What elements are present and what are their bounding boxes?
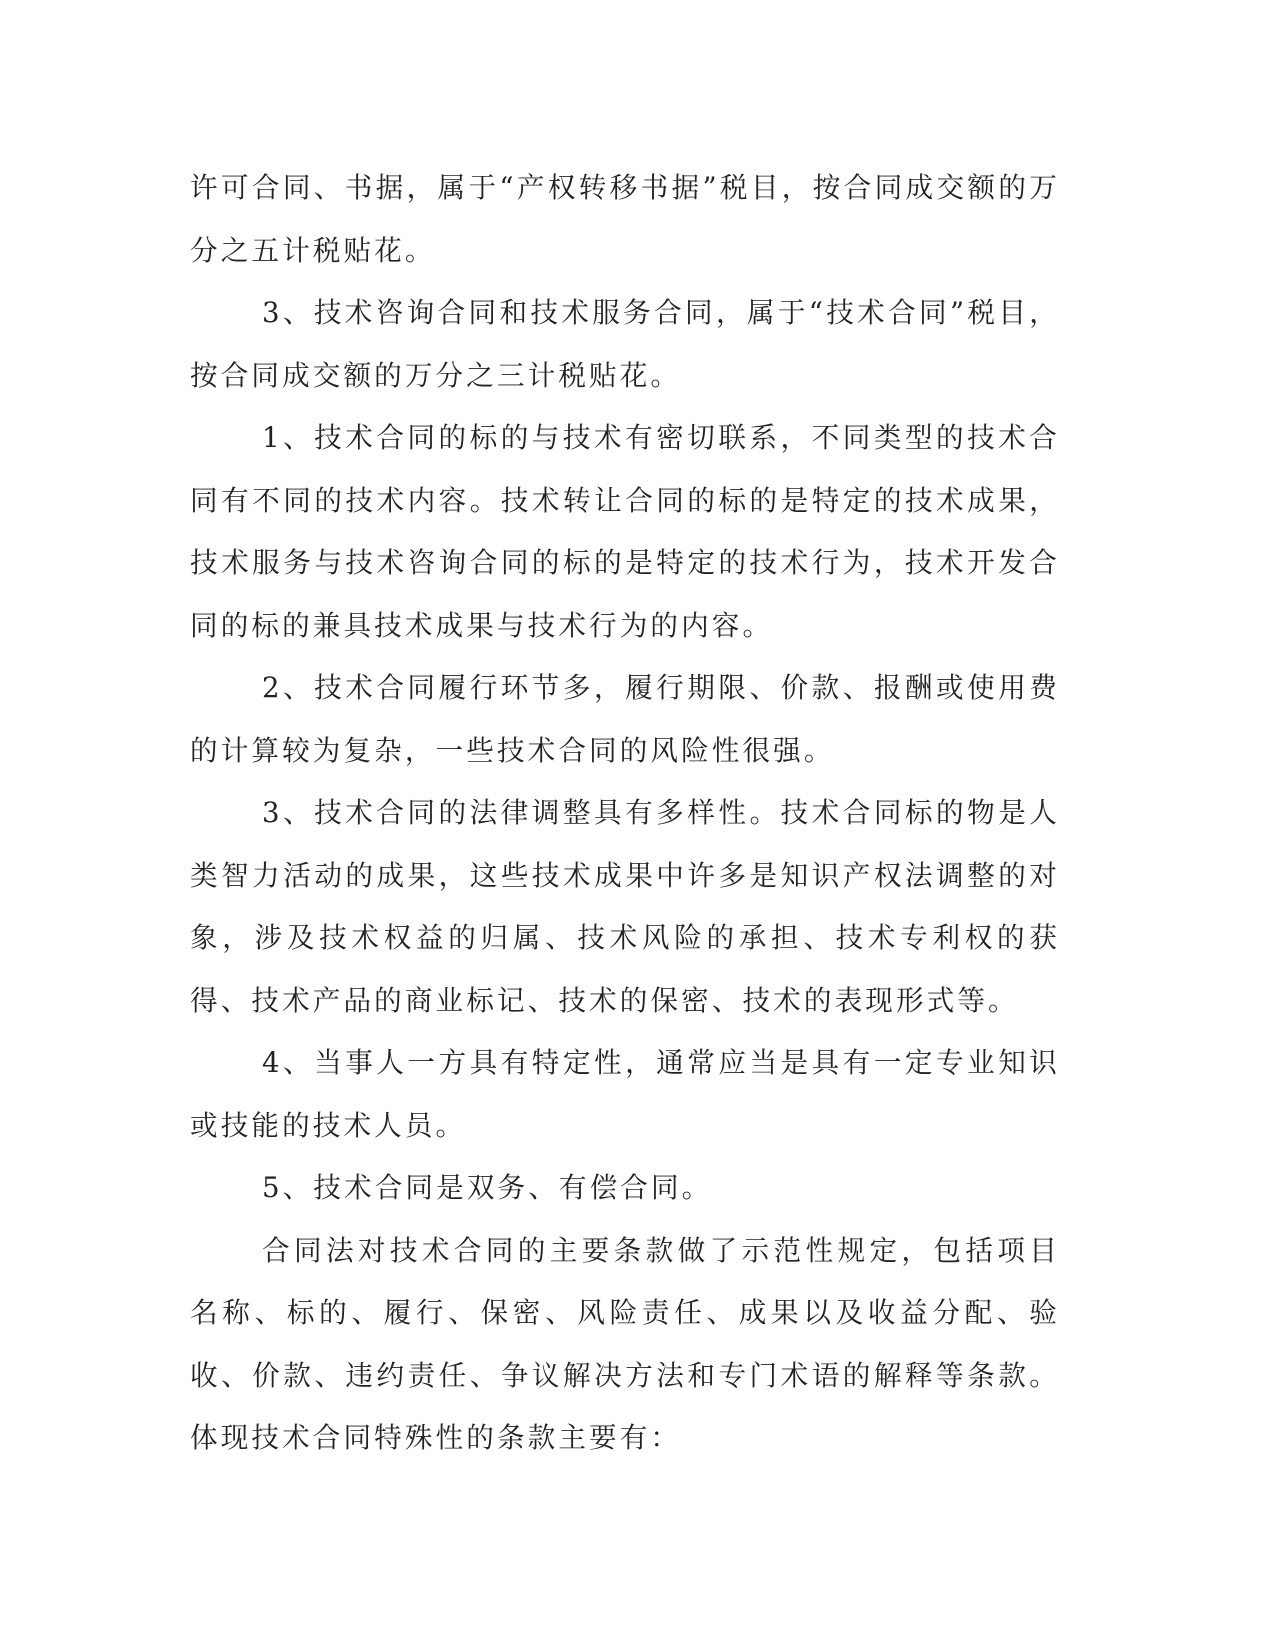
paragraph-point-4: 4、当事人一方具有特定性，通常应当是具有一定专业知识或技能的技术人员。 [190,1046,1060,1142]
paragraph-point-1: 1、技术合同的标的与技术有密切联系，不同类型的技术合同有不同的技术内容。技术转让合同的标的是特定的技术成果，技术服务与技术咨询合同的标的是特定的技术行为，技术开发合同的标的兼具技术成果与技术行为的内容。 [190,421,1060,642]
document-body [190,157,1060,1470]
paragraph-consulting-service-tax: 3、技术咨询合同和技术服务合同，属于“技术合同”税目，按合同成交额的万分之三计税贴花。 [190,296,1060,392]
paragraph-point-2: 2、技术合同履行环节多，履行期限、价款、报酬或使用费的计算较为复杂，一些技术合同的风险性很强。 [190,671,1060,767]
paragraph-license-contract-tax: 许可合同、书据，属于“产权转移书据”税目，按合同成交额的万分之五计税贴花。 [190,171,1060,267]
paragraph-main-clauses: 合同法对技术合同的主要条款做了示范性规定，包括项目名称、标的、履行、保密、风险责任、成果以及收益分配、验收、价款、违约责任、争议解决方法和专门术语的解释等条款。体现技术合同特殊性的条款主要有： [190,1233,1060,1454]
paragraph-point-5: 5、技术合同是双务、有偿合同。 [262,1171,713,1204]
paragraph-point-3: 3、技术合同的法律调整具有多样性。技术合同标的物是人类智力活动的成果，这些技术成果中许多是知识产权法调整的对象，涉及技术权益的归属、技术风险的承担、技术专利权的获得、技术产品的商业标记、技术的保密、技术的表现形式等。 [190,796,1060,1017]
